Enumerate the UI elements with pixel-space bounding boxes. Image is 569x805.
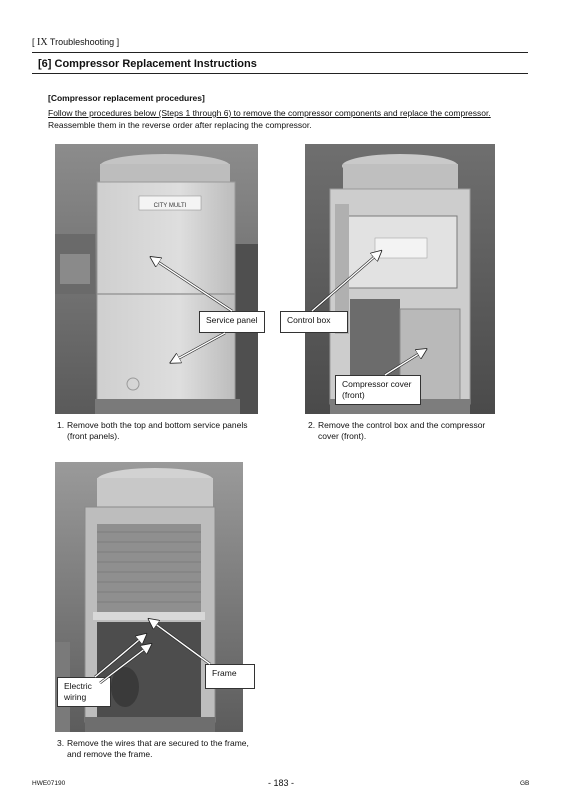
chapter-roman: IX bbox=[37, 37, 48, 48]
caption-step-3-line2: and remove the frame. bbox=[67, 749, 153, 759]
callout-compressor-cover-line2: (front) bbox=[342, 390, 365, 400]
chapter-header: [ IX Troubleshooting ] bbox=[32, 37, 120, 48]
footer-doc-code: HWE07190 bbox=[32, 780, 66, 787]
procedure-intro-line1: Follow the procedures below (Steps 1 through 6) to remove the compressor components and replace the compressor. bbox=[48, 108, 491, 118]
caption-step-2-line1: Remove the control box and the compressor bbox=[318, 420, 486, 430]
section-title: [6] Compressor Replacement Instructions bbox=[38, 58, 257, 70]
callout-electric-wiring-line1: Electric bbox=[64, 681, 92, 691]
caption-step-2-line2: cover (front). bbox=[318, 431, 367, 441]
footer-page-number: - 183 - bbox=[268, 778, 295, 788]
caption-step-1-number: 1. bbox=[57, 420, 65, 430]
callout-service-panel: Service panel bbox=[199, 311, 265, 333]
footer-region: GB bbox=[520, 780, 530, 787]
caption-step-2-number: 2. bbox=[308, 420, 316, 430]
procedure-intro-line2: Reassemble them in the reverse order after replacing the compressor. bbox=[48, 120, 312, 130]
chapter-title: Troubleshooting bbox=[49, 37, 115, 47]
caption-step-3-line1: Remove the wires that are secured to the frame, bbox=[67, 738, 249, 748]
callout-compressor-cover-line1: Compressor cover bbox=[342, 379, 412, 389]
callout-electric-wiring-line2: wiring bbox=[64, 692, 87, 702]
callout-control-box: Control box bbox=[280, 311, 348, 333]
caption-step-3-number: 3. bbox=[57, 738, 65, 748]
caption-step-3 bbox=[57, 738, 249, 760]
caption-step-1-line1: Remove both the top and bottom service panels bbox=[67, 420, 248, 430]
procedure-heading: [Compressor replacement procedures] bbox=[48, 93, 205, 103]
caption-step-1-line2: (front panels). bbox=[67, 431, 120, 441]
unit-brand-label: CITY MULTI bbox=[153, 203, 187, 209]
callout-frame: Frame bbox=[205, 664, 255, 689]
